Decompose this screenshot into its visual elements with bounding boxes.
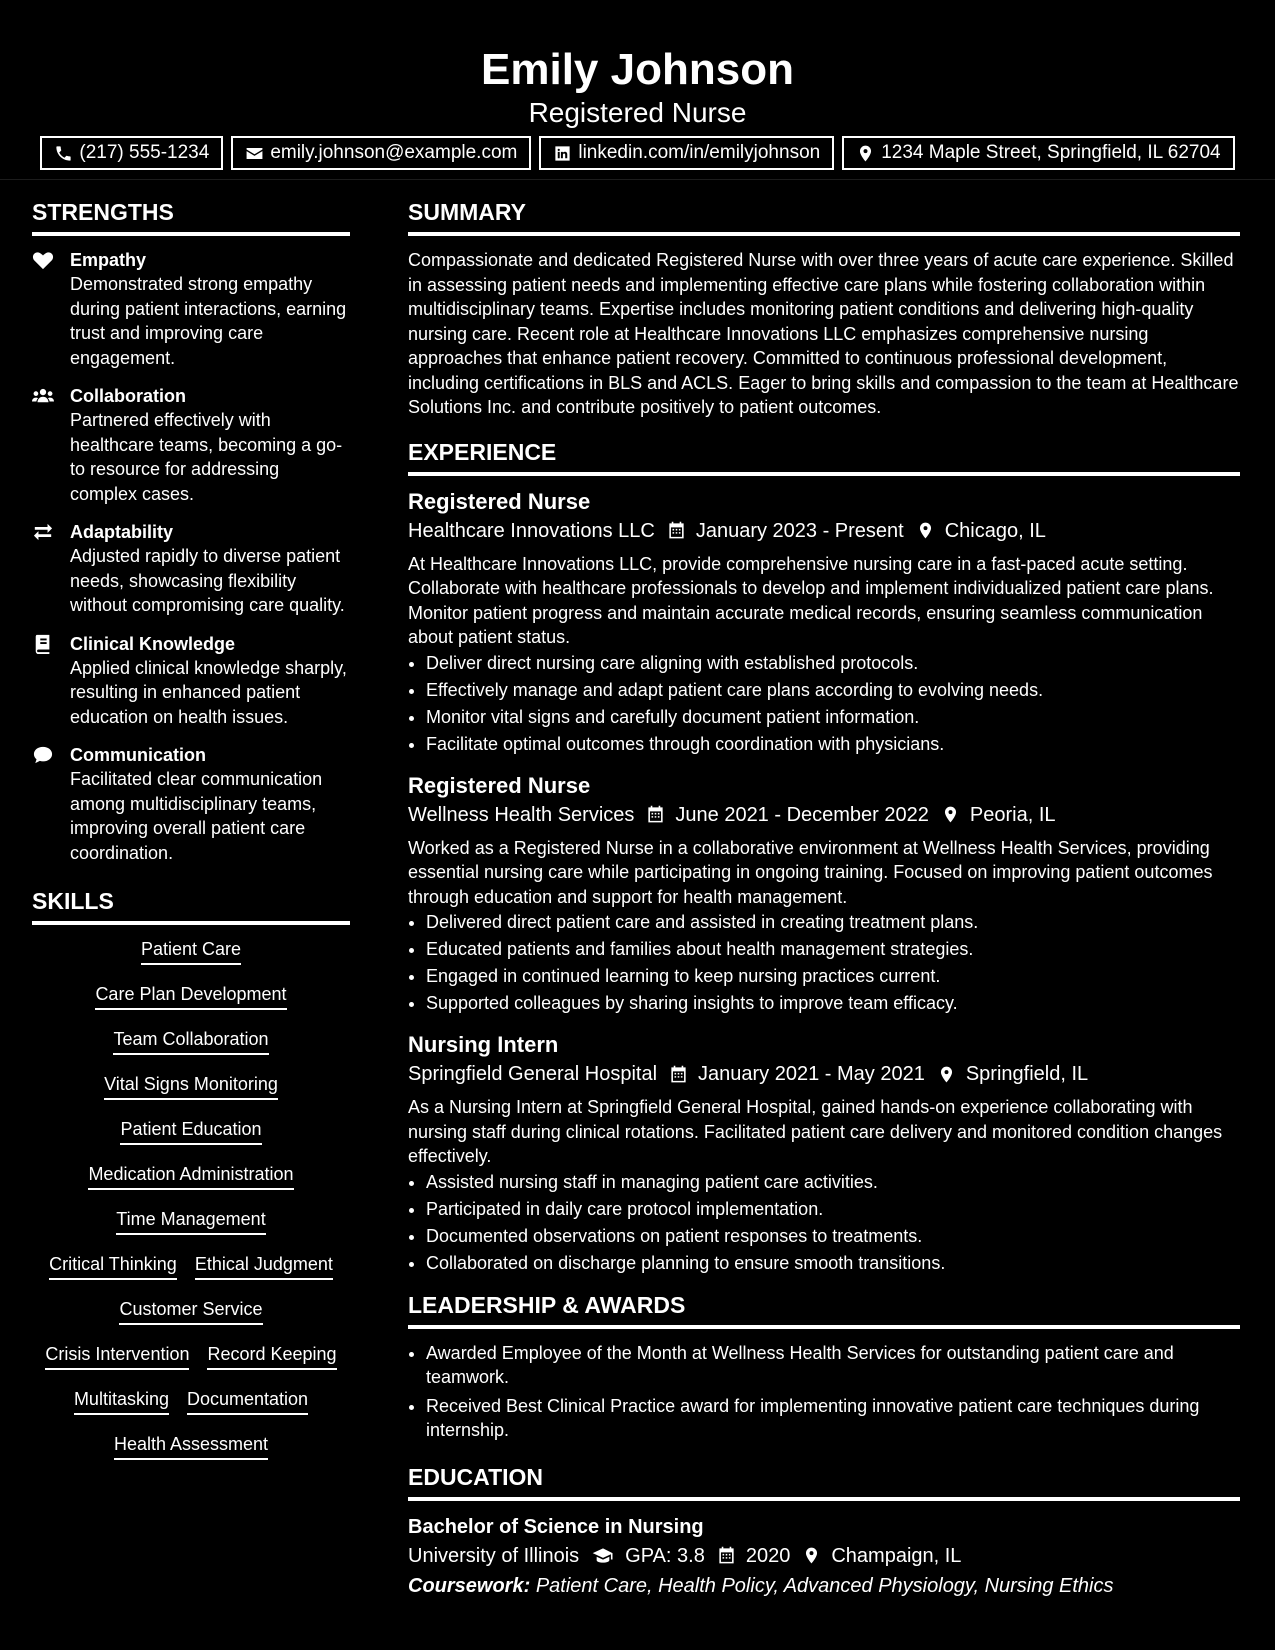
strength-item xyxy=(32,743,350,865)
job-location: Peoria, IL xyxy=(969,803,1056,826)
resume-header xyxy=(0,0,1275,180)
job-location: Chicago, IL xyxy=(944,519,1046,542)
skill-tag: Team Collaboration xyxy=(113,1027,268,1055)
contact-bar xyxy=(0,136,1275,170)
map-marker-icon xyxy=(802,1546,821,1565)
skills-list xyxy=(32,937,350,1477)
strength-name: Adaptability xyxy=(70,522,174,542)
candidate-name: Emily Johnson xyxy=(481,45,794,94)
skill-tag: Customer Service xyxy=(119,1297,262,1325)
job-dates: January 2021 - May 2021 xyxy=(698,1063,925,1085)
list-item: • Documented observations on patient responses to treatments. xyxy=(426,1223,1240,1250)
skill-tag: Health Assessment xyxy=(114,1432,268,1460)
comment-icon xyxy=(32,745,54,765)
contact-phone[interactable] xyxy=(40,136,223,170)
skill-tag: Record Keeping xyxy=(207,1342,336,1370)
skill-tag: Patient Care xyxy=(141,937,241,965)
job-company: Springfield General Hospital xyxy=(408,1063,658,1085)
phone-icon xyxy=(54,144,73,163)
skill-tag: Multitasking xyxy=(74,1387,169,1415)
skill-tag: Documentation xyxy=(187,1387,308,1415)
coursework-label: Coursework: xyxy=(408,1574,531,1597)
map-marker-icon xyxy=(916,521,935,540)
job-dates: June 2021 - December 2022 xyxy=(675,803,929,826)
strength-desc: Facilitated clear communication among multidisciplinary teams, improving overall patient care coordination. xyxy=(70,769,323,863)
strength-name: Communication xyxy=(70,745,207,765)
gpa: GPA: 3.8 xyxy=(625,1544,705,1567)
linkedin-text: linkedin.com/in/emilyjohnson xyxy=(578,142,821,163)
job-dates: January 2023 - Present xyxy=(695,519,904,542)
list-item: • Participated in daily care protocol implementation. xyxy=(426,1196,1240,1223)
job-entry xyxy=(408,772,1240,1018)
school-location: Champaign, IL xyxy=(831,1544,962,1567)
job-title: Registered Nurse xyxy=(408,488,591,514)
strength-desc: Partnered effectively with healthcare teams, becoming a go-to resource for addressing complex cases. xyxy=(70,410,343,504)
skill-tag: Time Management xyxy=(116,1207,265,1235)
book-icon xyxy=(32,634,54,654)
job-bullets xyxy=(408,909,1240,1017)
list-item: • Educated patients and families about health management strategies. xyxy=(426,936,1240,963)
leadership-heading: LEADERSHIP & AWARDS xyxy=(408,1291,1240,1329)
calendar-icon xyxy=(669,1065,688,1084)
email-text: emily.johnson@example.com xyxy=(270,142,518,163)
job-entry xyxy=(408,1031,1240,1277)
job-description: As a Nursing Intern at Springfield General Hospital, gained hands-on experience collaborating with nursing staff during clinical rotations. Facilitated patient care delivery and monitored condition changes effectively. xyxy=(408,1097,1223,1166)
experience-heading: EXPERIENCE xyxy=(408,438,1240,476)
contact-linkedin[interactable] xyxy=(539,136,834,170)
users-icon xyxy=(32,386,54,406)
job-bullets xyxy=(408,1169,1240,1277)
phone-text: (217) 555-1234 xyxy=(79,142,210,163)
list-item: • Supported colleagues by sharing insights to improve team efficacy. xyxy=(426,990,1240,1017)
job-company: Healthcare Innovations LLC xyxy=(408,519,655,542)
contact-address xyxy=(842,136,1234,170)
graduation-cap-icon xyxy=(591,1546,615,1565)
leadership-list xyxy=(408,1341,1240,1443)
job-meta xyxy=(408,1059,1240,1089)
calendar-icon xyxy=(646,805,665,824)
coursework xyxy=(408,1571,1240,1601)
job-company: Wellness Health Services xyxy=(408,803,635,826)
skill-tag: Vital Signs Monitoring xyxy=(104,1072,278,1100)
map-marker-icon xyxy=(941,805,960,824)
right-column xyxy=(408,198,1240,1601)
job-title: Registered Nurse xyxy=(408,772,591,798)
strength-item xyxy=(32,384,350,506)
strength-name: Collaboration xyxy=(70,386,186,406)
job-entry xyxy=(408,488,1240,758)
skill-tag: Medication Administration xyxy=(88,1162,293,1190)
skill-tag: Ethical Judgment xyxy=(195,1252,333,1280)
envelope-icon xyxy=(245,144,264,163)
calendar-icon xyxy=(717,1546,736,1565)
list-item: • Facilitate optimal outcomes through coordination with physicians. xyxy=(426,731,1240,758)
job-location: Springfield, IL xyxy=(965,1063,1089,1085)
education-heading: EDUCATION xyxy=(408,1463,1240,1501)
list-item: • Collaborated on discharge planning to ensure smooth transitions. xyxy=(426,1250,1240,1277)
heart-icon xyxy=(32,250,54,270)
degree: Bachelor of Science in Nursing xyxy=(408,1515,704,1538)
strengths-heading: STRENGTHS xyxy=(32,198,350,236)
skill-tag: Critical Thinking xyxy=(49,1252,177,1280)
education-meta xyxy=(408,1541,1240,1571)
left-column xyxy=(32,198,350,1477)
strength-desc: Adjusted rapidly to diverse patient needs, showcasing flexibility without compromising care quality. xyxy=(70,546,345,615)
strength-desc: Demonstrated strong empathy during patient interactions, earning trust and improving care engagement. xyxy=(70,274,347,368)
list-item: • Assisted nursing staff in managing patient care activities. xyxy=(426,1169,1240,1196)
job-description: Worked as a Registered Nurse in a collaborative environment at Wellness Health Services, providing essential nursing care while participating in ongoing training. Focused on improving patient outcomes through education and support for health management. xyxy=(408,837,1213,907)
job-title: Nursing Intern xyxy=(408,1032,559,1057)
strength-item xyxy=(32,248,350,370)
strength-item xyxy=(32,520,350,618)
skill-tag: Care Plan Development xyxy=(95,982,286,1010)
education-entry xyxy=(408,1513,1240,1601)
arrows-exchange-icon xyxy=(32,522,54,542)
coursework-text: Patient Care, Health Policy, Advanced Physiology, Nursing Ethics xyxy=(535,1574,1114,1597)
list-item: • Engaged in continued learning to keep nursing practices current. xyxy=(426,963,1240,990)
job-description: At Healthcare Innovations LLC, provide comprehensive nursing care in a fast-paced acute setting. Collaborate with healthcare professionals to develop and implement individualized patient care plans. Monitor patient progress and maintain accurate medical records, ensuring seamless communication about patient status. xyxy=(408,553,1214,647)
strength-name: Empathy xyxy=(70,250,147,270)
grad-year: 2020 xyxy=(745,1544,791,1567)
address-text: 1234 Maple Street, Springfield, IL 62704 xyxy=(881,142,1221,163)
map-marker-icon xyxy=(856,144,875,163)
linkedin-icon xyxy=(553,144,572,163)
summary-text: Compassionate and dedicated Registered Nurse with over three years of acute care experience. Skilled in assessing patient needs and implementing effective care plans while fostering collaboration within multidisciplinary teams. Expertise includes monitoring patient conditions and delivering high-quality nursing care. Recent role at Healthcare Innovations LLC emphasizes comprehensive nursing approaches that enhance patient recovery. Committed to continuous professional development, including certifications in BLS and ACLS. Eager to bring skills and compassion to the team at Healthcare Solutions Inc. and contribute positively to patient outcomes. xyxy=(408,250,1239,417)
contact-email[interactable] xyxy=(231,136,531,170)
skills-heading: SKILLS xyxy=(32,887,350,925)
list-item: • Delivered direct patient care and assisted in creating treatment plans. xyxy=(426,909,1240,936)
list-item: • Deliver direct nursing care aligning with established protocols. xyxy=(426,650,1240,677)
job-bullets xyxy=(408,650,1240,758)
job-meta xyxy=(408,800,1240,830)
summary-heading: SUMMARY xyxy=(408,198,1240,236)
strength-item xyxy=(32,632,350,730)
skill-tag: Patient Education xyxy=(120,1117,261,1145)
strength-desc: Applied clinical knowledge sharply, resulting in enhanced patient education on health issues. xyxy=(70,657,347,727)
map-marker-icon xyxy=(937,1065,956,1084)
list-item: • Effectively manage and adapt patient care plans according to evolving needs. xyxy=(426,677,1240,704)
list-item: • Awarded Employee of the Month at Wellness Health Services for outstanding patient care and teamwork. xyxy=(426,1341,1240,1390)
job-meta xyxy=(408,516,1240,546)
school: University of Illinois xyxy=(408,1544,580,1567)
list-item: • Received Best Clinical Practice award for implementing innovative patient care techniques during internship. xyxy=(426,1394,1240,1443)
skill-tag: Crisis Intervention xyxy=(45,1342,189,1370)
calendar-icon xyxy=(667,521,686,540)
list-item: • Monitor vital signs and carefully document patient information. xyxy=(426,704,1240,731)
strength-name: Clinical Knowledge xyxy=(70,633,236,654)
candidate-title: Registered Nurse xyxy=(528,97,747,128)
